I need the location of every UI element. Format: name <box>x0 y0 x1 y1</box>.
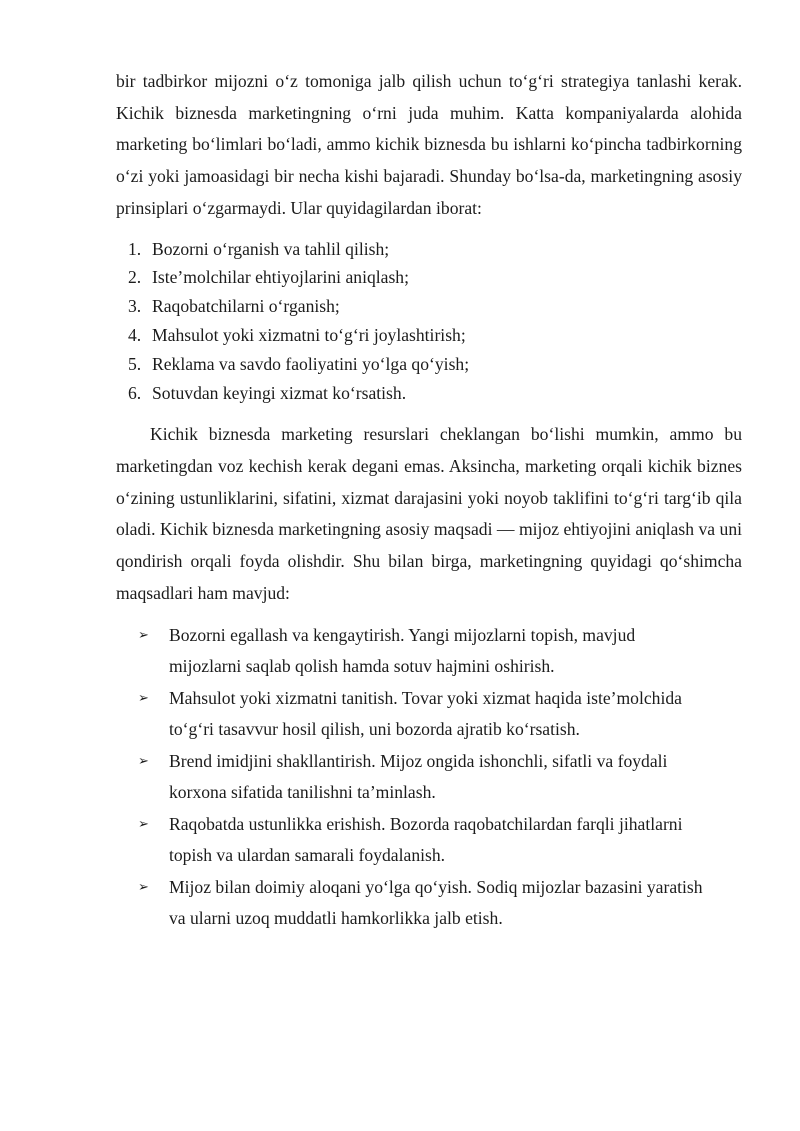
list-item <box>128 379 742 408</box>
bullet-text <box>169 746 742 809</box>
goals-paragraph: Kichik biznesda marketing resurslari cheklangan bo‘lishi mumkin, ammo bu marketingdan voz kechish kerak degani emas. Aksincha, marketing orqali kichik biznes o‘zining ustunliklarini, sifatini, xizmat darajasini yoki noyob taklifini to‘g‘ri targ‘ib qila oladi. Kichik biznesda marketingning asosiy maqsadi — mijoz ehtiyojini aniqlash va uni qondirish orqali foyda olishdir. Shu bilan birga, marketingning quyidagi qo‘shimcha maqsadlari ham mavjud: <box>116 424 742 603</box>
list-number: 4. <box>128 324 142 345</box>
bullet-item <box>138 809 742 872</box>
goals-list <box>138 620 742 935</box>
list-text: Mahsulot yoki xizmatni to‘g‘ri joylashtirish; <box>152 324 466 345</box>
list-item <box>128 235 742 264</box>
list-item <box>128 350 742 379</box>
bullet-line: Mahsulot yoki xizmatni tanitish. Tovar yoki xizmat haqida iste’molchida <box>169 687 682 708</box>
bullet-text <box>169 620 742 683</box>
list-number: 2. <box>128 267 142 288</box>
bullet-text <box>169 683 742 746</box>
list-number: 1. <box>128 238 142 259</box>
list-item <box>128 263 742 292</box>
bullet-line: mijozlarni saqlab qolish hamda sotuv hajmini oshirish. <box>169 656 555 677</box>
bullet-line: Raqobatda ustunlikka erishish. Bozorda raqobatchilardan farqli jihatlarni <box>169 813 683 834</box>
bullet-item <box>138 746 742 809</box>
list-text: Raqobatchilarni o‘rganish; <box>152 296 340 317</box>
arrow-bullet-icon: ➢ <box>138 879 149 895</box>
bullet-line: topish va ulardan samarali foydalanish. <box>169 845 446 866</box>
bullet-item <box>138 872 742 935</box>
list-number: 5. <box>128 353 142 374</box>
arrow-bullet-icon: ➢ <box>138 627 149 643</box>
list-item <box>128 292 742 321</box>
list-text: Sotuvdan keyingi xizmat ko‘rsatish. <box>152 382 407 403</box>
list-number: 3. <box>128 296 142 317</box>
bullet-text <box>169 872 742 935</box>
arrow-bullet-icon: ➢ <box>138 816 149 832</box>
bullet-line: Bozorni egallash va kengaytirish. Yangi mijozlarni topish, mavjud <box>169 624 636 645</box>
bullet-line: korxona sifatida tanilishni ta’minlash. <box>169 782 436 803</box>
bullet-text <box>169 809 742 872</box>
bullet-line: Mijoz bilan doimiy aloqani yo‘lga qo‘yish. Sodiq mijozlar bazasini yaratish <box>169 876 703 897</box>
principles-list <box>128 235 742 408</box>
list-text: Bozorni o‘rganish va tahlil qilish; <box>152 238 390 259</box>
intro-paragraph: bir tadbirkor mijozni o‘z tomoniga jalb qilish uchun to‘g‘ri strategiya tanlashi kerak. Kichik biznesda marketingning o‘rni juda muhim. Katta kompaniyalarda alohida marketing bo‘limlari bo‘ladi, ammo kichik biznesda bu ishlarni ko‘pincha tadbirkorning o‘zi yoki jamoasidagi bir necha kishi bajaradi. Shunday bo‘lsa-da, marketingning asosiy prinsiplari o‘zgarmaydi. Ular quyidagilardan iborat: <box>116 71 742 218</box>
bullet-line: va ularni uzoq muddatli hamkorlikka jalb etish. <box>169 908 503 929</box>
bullet-line: Brend imidjini shakllantirish. Mijoz ongida ishonchli, sifatli va foydali <box>169 750 668 771</box>
bullet-item <box>138 620 742 683</box>
list-text: Reklama va savdo faoliyatini yo‘lga qo‘yish; <box>152 353 470 374</box>
bullet-line: to‘g‘ri tasavvur hosil qilish, uni bozorda ajratib ko‘rsatish. <box>169 719 580 740</box>
bullet-item <box>138 683 742 746</box>
arrow-bullet-icon: ➢ <box>138 690 149 706</box>
list-text: Iste’molchilar ehtiyojlarini aniqlash; <box>152 267 409 288</box>
list-item <box>128 321 742 350</box>
list-number: 6. <box>128 382 142 403</box>
arrow-bullet-icon: ➢ <box>138 753 149 769</box>
